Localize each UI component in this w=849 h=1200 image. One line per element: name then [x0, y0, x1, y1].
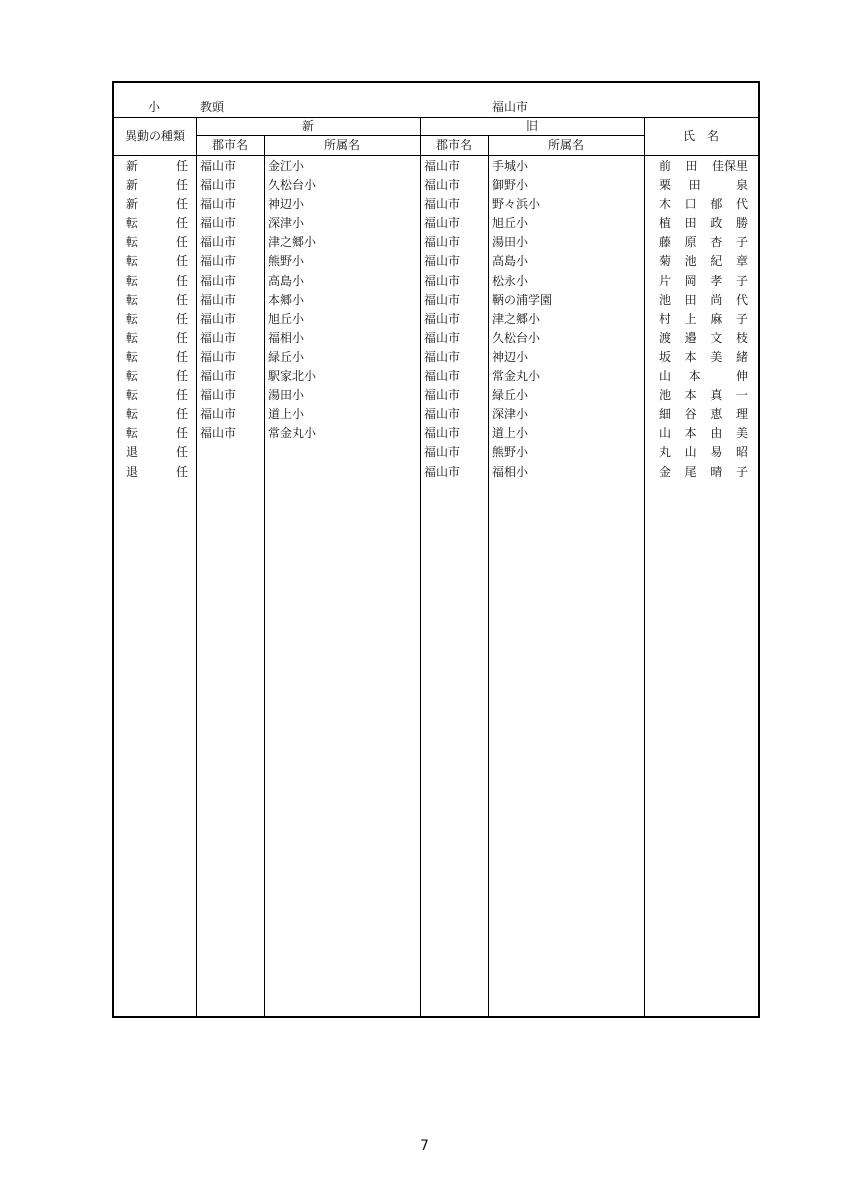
person-name-char: 政 [710, 216, 723, 231]
new-school: 駅家北小 [268, 369, 317, 384]
old-district: 福山市 [424, 369, 461, 384]
table-row [114, 386, 758, 405]
transfer-type [126, 444, 188, 460]
header-new-school: 所属名 [323, 138, 360, 152]
new-district: 福山市 [200, 197, 237, 212]
new-school: 福相小 [268, 330, 305, 345]
person-name [659, 330, 748, 346]
person-name-char: 緒 [735, 349, 748, 364]
transfer-type [126, 349, 188, 365]
old-school: 久松台小 [492, 330, 541, 345]
person-name-char: 池 [684, 254, 697, 269]
person-name-char: 口 [684, 197, 697, 212]
person-name-char: 勝 [735, 216, 748, 231]
person-name-char: 池 [659, 292, 672, 307]
header-type: 異動の種類 [124, 129, 185, 143]
transfer-type-char: 新 [126, 178, 139, 193]
person-name [659, 464, 748, 480]
person-name-char: 坂 [659, 349, 672, 364]
table-row [114, 329, 758, 348]
person-name-char: 郁 [710, 197, 723, 212]
transfer-type [126, 387, 188, 403]
table-row [114, 157, 758, 176]
person-name-char: 美 [735, 426, 748, 441]
person-name-char: 子 [735, 464, 748, 479]
transfer-type-char: 転 [126, 349, 139, 364]
person-name [659, 349, 748, 365]
person-name-char: 藤 [659, 235, 672, 250]
table-row [114, 310, 758, 329]
person-name-char: 田 [685, 159, 698, 173]
person-name-char: 一 [735, 388, 748, 403]
transfer-type [126, 406, 188, 422]
table-row [114, 176, 758, 195]
transfer-type-char: 任 [175, 197, 188, 212]
person-name-char: 恵 [710, 407, 723, 422]
header-new: 新 [301, 119, 314, 133]
person-name [659, 425, 748, 441]
transfer-type [126, 292, 188, 308]
person-name-char: 前 [659, 159, 672, 173]
table-row [114, 405, 758, 424]
new-school: 高島小 [268, 273, 305, 288]
new-school: 久松台小 [268, 178, 317, 193]
table-row [114, 443, 758, 462]
person-name [659, 444, 748, 460]
transfer-type-char: 転 [126, 292, 139, 307]
new-district: 福山市 [200, 216, 237, 231]
new-school: 津之郷小 [268, 235, 317, 250]
new-school: 湯田小 [268, 388, 305, 403]
transfer-type-char: 任 [175, 254, 188, 269]
old-district: 福山市 [424, 330, 461, 345]
person-name-char: 村 [659, 311, 672, 326]
new-district: 福山市 [200, 254, 237, 269]
person-name [659, 292, 748, 308]
person-name-char: 杏 [710, 235, 723, 250]
old-district: 福山市 [424, 349, 461, 364]
person-name-char: 真 [710, 388, 723, 403]
transfer-type-char: 任 [175, 445, 188, 460]
transfer-type-char: 任 [175, 311, 188, 326]
new-district: 福山市 [200, 235, 237, 250]
transfer-type-char: 退 [126, 464, 139, 479]
old-district: 福山市 [424, 159, 461, 173]
transfer-type-char: 転 [126, 426, 139, 441]
header-old-school: 所属名 [547, 138, 584, 152]
transfer-type [126, 253, 188, 269]
transfer-type [126, 158, 188, 174]
table-row [114, 367, 758, 386]
new-district: 福山市 [200, 292, 237, 307]
old-district: 福山市 [424, 407, 461, 422]
person-name [659, 387, 748, 403]
transfer-type [126, 330, 188, 346]
old-school: 高島小 [492, 254, 529, 269]
new-district: 福山市 [200, 388, 237, 403]
person-name-char: 金 [659, 464, 672, 479]
person-name-char: 木 [659, 197, 672, 212]
new-school: 神辺小 [268, 197, 305, 212]
table-row [114, 463, 758, 482]
transfer-type-char: 任 [175, 330, 188, 345]
old-district: 福山市 [424, 445, 461, 460]
new-district: 福山市 [200, 159, 237, 173]
person-name-char: 山 [659, 426, 672, 441]
transfer-type-char: 転 [126, 254, 139, 269]
person-name-char: 代 [735, 292, 748, 307]
transfer-type-char: 転 [126, 407, 139, 422]
person-name-char: 植 [659, 216, 672, 231]
person-name [659, 311, 748, 327]
person-name-char: 池 [659, 388, 672, 403]
old-school: 野々浜小 [492, 197, 541, 212]
old-district: 福山市 [424, 235, 461, 250]
table-row [114, 252, 758, 271]
person-name-char: 渡 [659, 330, 672, 345]
old-school: 鞆の浦学園 [492, 292, 553, 307]
person-name-char: 文 [710, 330, 723, 345]
header-old: 旧 [525, 119, 538, 133]
person-name-char: 紀 [710, 254, 723, 269]
person-name-char: 田 [688, 178, 701, 193]
person-name [659, 406, 748, 422]
person-name-char: 子 [735, 273, 748, 288]
old-school: 道上小 [492, 426, 529, 441]
table-row [114, 214, 758, 233]
new-school: 本郷小 [268, 292, 305, 307]
new-school: 常金丸小 [268, 426, 317, 441]
person-name-char: 理 [735, 407, 748, 422]
transfer-type-char: 任 [175, 426, 188, 441]
person-name-char: 田 [684, 292, 697, 307]
person-name-char: 山 [684, 445, 697, 460]
new-school: 道上小 [268, 407, 305, 422]
transfer-type-char: 任 [175, 388, 188, 403]
person-name [659, 196, 748, 212]
old-district: 福山市 [424, 216, 461, 231]
old-school: 神辺小 [492, 349, 529, 364]
new-district: 福山市 [200, 330, 237, 345]
transfer-type-char: 任 [175, 369, 188, 384]
new-district: 福山市 [200, 273, 237, 288]
person-name-char: 邉 [684, 330, 697, 345]
transfer-type-char: 任 [175, 292, 188, 307]
new-district: 福山市 [200, 178, 237, 193]
old-school: 深津小 [492, 407, 529, 422]
new-district: 福山市 [200, 407, 237, 422]
transfer-type-char: 転 [126, 273, 139, 288]
person-name-char: 美 [710, 349, 723, 364]
header-divider [114, 155, 758, 156]
transfer-type-char: 退 [126, 445, 139, 460]
old-school: 松永小 [492, 273, 529, 288]
old-district: 福山市 [424, 292, 461, 307]
transfer-type-char: 転 [126, 369, 139, 384]
person-name-char: 泉 [735, 178, 748, 193]
header-new-district: 郡市名 [211, 138, 248, 152]
transfer-type [126, 234, 188, 250]
old-school: 緑丘小 [492, 388, 529, 403]
person-name-char: 栗 [659, 178, 672, 193]
new-district: 福山市 [200, 369, 237, 384]
new-district: 福山市 [200, 349, 237, 364]
person-name [659, 253, 748, 269]
person-name-char: 孝 [710, 273, 723, 288]
position-label: 教頭 [200, 100, 225, 114]
school-level-label: 小 [148, 100, 161, 114]
table-row [114, 195, 758, 214]
new-school: 旭丘小 [268, 311, 305, 326]
transfer-type [126, 311, 188, 327]
old-school: 熊野小 [492, 445, 529, 460]
person-name-char: 本 [684, 349, 697, 364]
person-name-char: 片 [659, 273, 672, 288]
old-district: 福山市 [424, 464, 461, 479]
person-name-char: 伸 [735, 369, 748, 384]
transfer-type [126, 273, 188, 289]
transfer-type [126, 177, 188, 193]
new-school: 熊野小 [268, 254, 305, 269]
person-name-char: 易 [710, 445, 723, 460]
table-row [114, 233, 758, 252]
person-name [659, 273, 748, 289]
page-number: 7 [420, 1138, 429, 1154]
new-school: 金江小 [268, 159, 305, 173]
person-name-char: 尾 [684, 464, 697, 479]
old-school: 福相小 [492, 464, 529, 479]
old-district: 福山市 [424, 388, 461, 403]
person-name-char: 尚 [710, 292, 723, 307]
transfer-type-char: 任 [175, 159, 188, 173]
transfer-type [126, 464, 188, 480]
person-name-char: 細 [659, 407, 672, 422]
person-name-char: 由 [710, 426, 723, 441]
transfer-type-char: 任 [175, 235, 188, 250]
person-name-char: 代 [735, 197, 748, 212]
new-district: 福山市 [200, 311, 237, 326]
person-name-char: 本 [688, 369, 701, 384]
old-school: 旭丘小 [492, 216, 529, 231]
person-name-char: 山 [659, 369, 672, 384]
new-district: 福山市 [200, 426, 237, 441]
person-name-char: 晴 [710, 464, 723, 479]
transfer-type [126, 425, 188, 441]
old-school: 湯田小 [492, 235, 529, 250]
person-name [659, 215, 748, 231]
transfer-type-char: 任 [175, 349, 188, 364]
person-name-char: 章 [735, 254, 748, 269]
table-row [114, 291, 758, 310]
person-name [659, 158, 748, 174]
old-school: 手城小 [492, 159, 529, 173]
old-district: 福山市 [424, 254, 461, 269]
old-district: 福山市 [424, 426, 461, 441]
old-school: 津之郷小 [492, 311, 541, 326]
city-label: 福山市 [492, 100, 529, 114]
person-name-char: 菊 [659, 254, 672, 269]
transfer-type [126, 196, 188, 212]
transfer-type-char: 任 [175, 216, 188, 231]
transfer-type-char: 任 [175, 178, 188, 193]
person-name-char: 田 [684, 216, 697, 231]
transfer-type-char: 任 [175, 407, 188, 422]
transfer-type-char: 転 [126, 311, 139, 326]
old-district: 福山市 [424, 178, 461, 193]
old-school: 御野小 [492, 178, 529, 193]
table-row [114, 348, 758, 367]
person-name [659, 234, 748, 250]
transfer-type-char: 任 [175, 273, 188, 288]
transfer-type-char: 新 [126, 159, 139, 173]
header-old-district: 郡市名 [435, 138, 472, 152]
old-district: 福山市 [424, 273, 461, 288]
transfer-type-char: 転 [126, 235, 139, 250]
person-name-char: 原 [684, 235, 697, 250]
personnel-table [112, 81, 760, 1018]
person-name-char: 子 [735, 235, 748, 250]
header-name: 氏 名 [682, 129, 719, 143]
transfer-type-char: 転 [126, 388, 139, 403]
new-school: 深津小 [268, 216, 305, 231]
transfer-type-char: 新 [126, 197, 139, 212]
transfer-type [126, 215, 188, 231]
transfer-type-char: 任 [175, 464, 188, 479]
person-name-char: 谷 [684, 407, 697, 422]
old-district: 福山市 [424, 197, 461, 212]
person-name-char: 本 [684, 426, 697, 441]
person-name-char: 枝 [735, 330, 748, 345]
person-name [659, 177, 748, 193]
transfer-type-char: 転 [126, 330, 139, 345]
old-school: 常金丸小 [492, 369, 541, 384]
person-name-char: 子 [735, 311, 748, 326]
person-name-char: 昭 [735, 445, 748, 460]
person-name-char: 佳保里 [711, 159, 748, 173]
transfer-type-char: 転 [126, 216, 139, 231]
new-school: 緑丘小 [268, 349, 305, 364]
person-name [659, 368, 748, 384]
transfer-type [126, 368, 188, 384]
table-row [114, 424, 758, 443]
person-name-char: 上 [684, 311, 697, 326]
person-name-char: 岡 [684, 273, 697, 288]
person-name-char: 麻 [710, 311, 723, 326]
table-body [114, 157, 758, 482]
person-name-char: 本 [684, 388, 697, 403]
person-name-char: 丸 [659, 445, 672, 460]
old-district: 福山市 [424, 311, 461, 326]
table-row [114, 272, 758, 291]
